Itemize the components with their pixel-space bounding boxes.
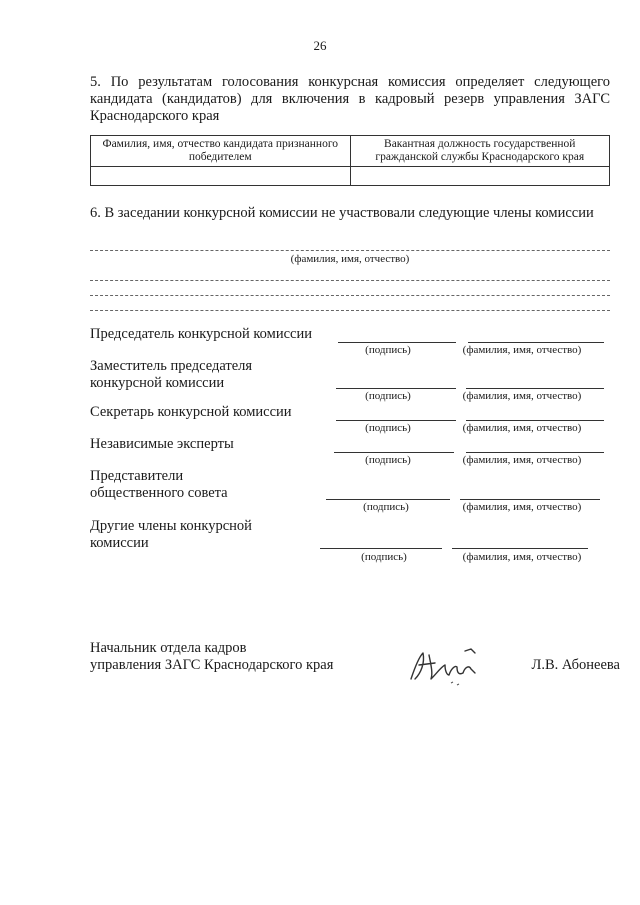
signature-caption: (подпись) xyxy=(365,344,411,356)
role-label: Секретарь конкурсной комиссии xyxy=(90,404,292,420)
name-caption: (фамилия, имя, отчество) xyxy=(462,344,582,356)
signature-line xyxy=(334,452,454,453)
signature-caption: (подпись) xyxy=(365,422,411,434)
name-caption: (фамилия, имя, отчество) xyxy=(462,422,582,434)
candidates-table xyxy=(90,135,610,186)
section-6-text: 6. В заседании конкурсной комиссии не участвовали следующие члены комиссии xyxy=(90,205,594,221)
table-header-candidate: Фамилия, имя, отчество кандидата признанного победителем xyxy=(91,136,351,167)
signer-position-line-1: Начальник отдела кадров xyxy=(90,640,247,656)
name-caption: (фамилия, имя, отчество) xyxy=(462,551,582,563)
signature-caption: (подпись) xyxy=(361,551,407,563)
role-label: Другие члены конкурсной комиссии xyxy=(90,518,252,551)
fill-line xyxy=(90,250,610,251)
role-label: Независимые эксперты xyxy=(90,436,234,452)
signature-caption: (подпись) xyxy=(365,390,411,402)
name-caption: (фамилия, имя, отчество) xyxy=(462,501,582,513)
name-line xyxy=(466,420,604,421)
fill-line xyxy=(90,280,610,281)
table-header-row xyxy=(91,136,610,167)
table-row xyxy=(91,167,610,186)
signature-caption: (подпись) xyxy=(363,501,409,513)
signature-line xyxy=(336,420,456,421)
role-label: Председатель конкурсной комиссии xyxy=(90,326,312,342)
signature-line xyxy=(338,342,456,343)
signer-name: Л.В. Абонеева xyxy=(531,657,620,673)
section-5-text: 5. По результатам голосования конкурсная комиссия определяет следующего кандидата (кандидатов) для включения в кадровый резерв управления ЗАГС Краснодарского края xyxy=(90,74,610,124)
table-header-position: Вакантная должность государственной гражданской службы Краснодарского края xyxy=(350,136,610,167)
signer-position-line-2: управления ЗАГС Краснодарского края xyxy=(90,657,334,673)
name-line xyxy=(452,548,588,549)
signature-caption: (подпись) xyxy=(365,454,411,466)
name-line xyxy=(460,499,600,500)
role-label: Заместитель председателя конкурсной комиссии xyxy=(90,358,253,391)
signature-line xyxy=(320,548,442,549)
name-line xyxy=(466,388,604,389)
page-number: 26 xyxy=(313,38,327,53)
table-cell-empty xyxy=(91,167,351,186)
role-label: Представители общественного совета xyxy=(90,468,228,501)
signature-line xyxy=(326,499,450,500)
fill-hint: (фамилия, имя, отчество) xyxy=(290,253,410,265)
handwritten-signature xyxy=(405,645,485,692)
table-cell-empty xyxy=(350,167,610,186)
signature-line xyxy=(336,388,456,389)
fill-line xyxy=(90,310,610,311)
name-caption: (фамилия, имя, отчество) xyxy=(462,454,582,466)
name-line xyxy=(466,452,604,453)
name-caption: (фамилия, имя, отчество) xyxy=(462,390,582,402)
fill-line xyxy=(90,295,610,296)
name-line xyxy=(468,342,604,343)
